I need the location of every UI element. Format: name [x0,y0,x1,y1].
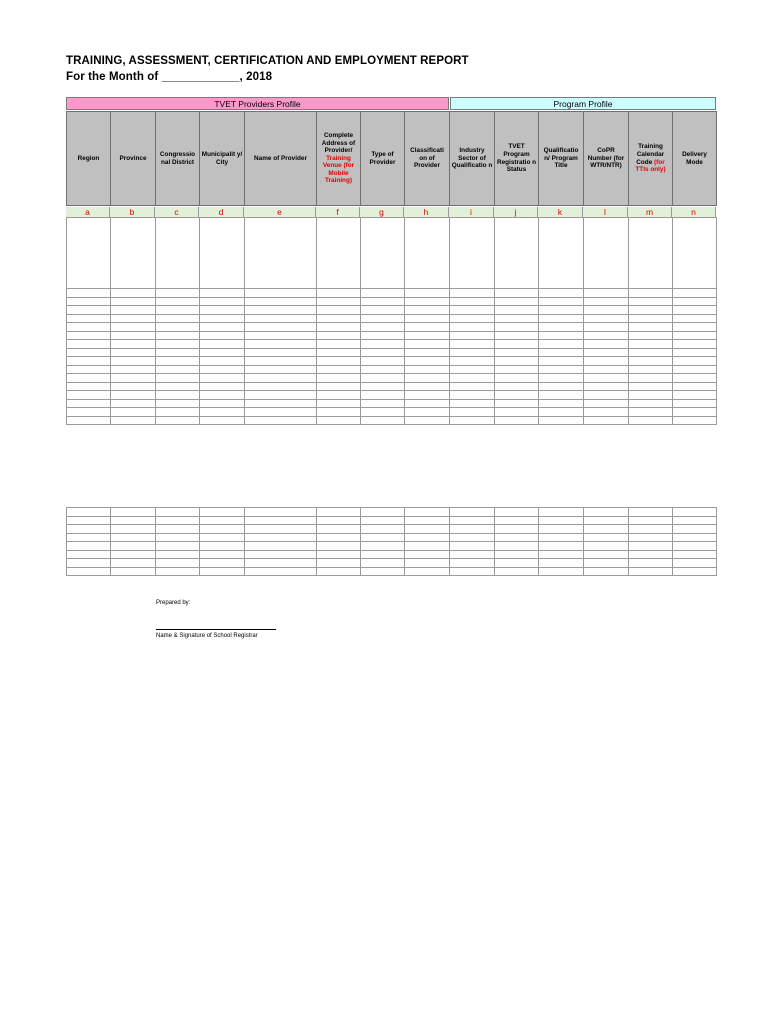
grid-vline [716,217,717,425]
grid-hline [66,339,717,340]
column-header-text: Region [77,154,100,162]
signature-line [156,629,276,630]
grid-hline [66,424,717,425]
grid-hline [66,297,717,298]
column-header-m [628,111,673,206]
column-letter-f: f [316,207,360,217]
grid-vline [404,217,405,425]
column-header-f [316,111,361,206]
grid-hline [66,288,717,289]
report-title: TRAINING, ASSESSMENT, CERTIFICATION AND EMPLOYMENT REPORT [66,55,469,67]
grid-vline [66,217,67,425]
column-header-text: Industry Sector of Qualificatio n [451,147,493,170]
band-program-profile: Program Profile [450,97,716,110]
column-header-text: Training Calendar Code [636,143,665,166]
grid-hline [66,314,717,315]
column-letter-g: g [360,207,404,217]
column-header-text: Municipalit y/ City [201,150,243,166]
grid-vline [360,217,361,425]
column-header-text: Qualificatio n/ Program Title [543,147,579,170]
column-letter-h: h [404,207,449,217]
grid-hline [66,356,717,357]
column-letter-i: i [449,207,494,217]
grid-hline [66,516,717,517]
signature-caption: Name & Signature of School Registrar [156,633,258,639]
grid-hline [66,322,717,323]
grid-hline [66,416,717,417]
grid-hline [66,507,717,508]
grid-vline [494,217,495,425]
column-letter-a: a [66,207,110,217]
grid-hline [66,399,717,400]
column-letter-d: d [199,207,244,217]
grid-hline [66,390,717,391]
column-header-text: Complete Address of Provider/ [321,131,356,155]
column-header-j [494,111,539,206]
grid-vline [244,217,245,425]
grid-hline [66,524,717,525]
grid-hline [66,575,717,576]
column-header-g [360,111,405,206]
grid-hline [66,365,717,366]
grid-hline [66,331,717,332]
grid-hline [66,533,717,534]
prepared-by-label: Prepared by: [156,600,191,606]
column-header-note: Training Venue (for Mobile Training) [322,154,355,185]
grid-vline [316,217,317,425]
grid-hline [66,567,717,568]
grid-vline [110,217,111,425]
column-header-c [155,111,200,206]
column-letter-n: n [672,207,716,217]
column-header-i [449,111,495,206]
column-letter-c: c [155,207,199,217]
column-header-text: Congressio nal District [159,150,196,166]
grid-hline [66,348,717,349]
grid-hline [66,541,717,542]
grid-vline [672,217,673,425]
grid-hline [66,373,717,374]
grid-hline [66,382,717,383]
grid-vline [199,217,200,425]
column-header-text: Type of Provider [369,150,396,166]
column-header-b [110,111,156,206]
grid-vline [538,217,539,425]
report-month-line: For the Month of ____________, 2018 [66,71,273,83]
column-header-d [199,111,245,206]
column-header-text: Classificati on of Provider [410,147,444,170]
grid-hline [66,407,717,408]
column-header-text: TVET Program Registratio n Status [496,143,537,174]
grid-hline [66,550,717,551]
column-letter-l: l [583,207,628,217]
column-header-n [672,111,717,206]
column-letter-e: e [244,207,316,217]
column-header-e [244,111,317,206]
column-letter-b: b [110,207,155,217]
grid-hline [66,305,717,306]
column-header-text: Delivery Mode [682,150,707,166]
grid-vline [583,217,584,425]
column-letter-j: j [494,207,538,217]
column-header-note: (for TTIs only) [635,158,666,174]
column-header-text: Province [119,154,147,162]
column-header-text: Name of Provider [254,154,307,162]
column-header-k [538,111,584,206]
band-tvet-providers-profile: TVET Providers Profile [66,97,449,110]
grid-vline [449,217,450,425]
column-header-l [583,111,629,206]
column-header-text: CoPR Number (for WTR/NTR) [587,147,625,170]
column-header-a [66,111,111,206]
column-letter-m: m [628,207,672,217]
grid-vline [155,217,156,425]
column-header-h [404,111,450,206]
column-letter-k: k [538,207,583,217]
grid-hline [66,558,717,559]
grid-hline [66,217,717,218]
grid-vline [628,217,629,425]
